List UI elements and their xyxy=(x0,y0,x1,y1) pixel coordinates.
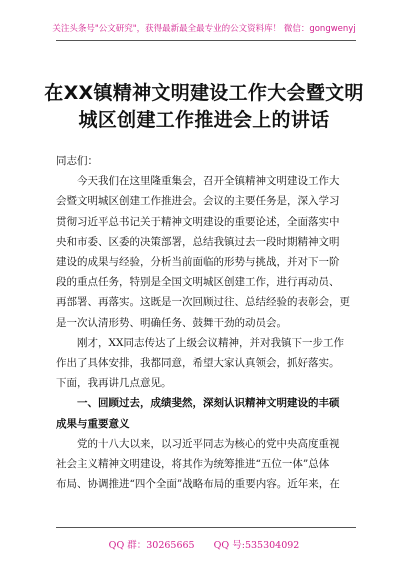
qq-group-label: QQ 群：30265665 xyxy=(108,540,195,551)
text-line: 党的十八大以来，以习近平同志为核心的党中央高度重视 xyxy=(77,437,340,450)
page-footer xyxy=(0,537,408,551)
text-line: 社会主义精神文明建设，将其作为统筹推进“五位一体”总体 xyxy=(56,458,330,471)
salutation: 同志们： xyxy=(56,155,98,167)
document-body xyxy=(56,151,356,494)
paragraph-section-1 xyxy=(56,434,356,495)
text-line: 会暨文明城区创建工作推进会。会议的主要任务是，深入学习 xyxy=(56,195,340,208)
text-line: 布局、协调推进“四个全面”战略布局的重要内容。近年来，在 xyxy=(56,478,340,491)
document-title xyxy=(44,80,364,134)
text-line: 今天我们在这里隆重集会，召开全镇精神文明建设工作大 xyxy=(77,175,340,188)
text-line: 是一次认清形势、明确任务、鼓舞干劲的动员会。 xyxy=(56,316,287,329)
text-line: 再部署、再落实。这既是一次回顾过往、总结经验的表彰会，更 xyxy=(56,296,350,309)
text-line: 贯彻习近平总书记关于精神文明建设的重要论述，全面落实中 xyxy=(56,215,340,228)
text-line: 作出了具体安排，我都同意，希望大家认真领会，抓好落实。 xyxy=(56,357,340,370)
text-line: 央和市委、区委的决策部署，总结我镇过去一段时期精神文明 xyxy=(56,235,340,248)
header-divider xyxy=(56,40,356,41)
heading-line: 一、回顾过去，成绩斐然，深刻认识精神文明建设的丰硕 xyxy=(77,397,340,410)
section-heading-1 xyxy=(56,393,356,433)
title-line: 在XX镇精神文明建设工作大会暨文明 xyxy=(44,82,364,104)
text-line: 刚才，XX同志传达了上级会议精神，并对我镇下一步工作 xyxy=(77,336,344,349)
text-line: 建设的成果与经验，分析当前面临的形势与挑战，并对下一阶 xyxy=(56,256,340,269)
paragraph-opening xyxy=(56,171,356,333)
heading-line: 成果与重要意义 xyxy=(56,417,130,430)
page-header-note: 关注头条号"公文研究"，获得最新最全最专业的公文资料库！ 微信：gongwenyj xyxy=(52,24,356,34)
footer-divider xyxy=(56,527,356,528)
paragraph-transition xyxy=(56,333,356,394)
qq-number-label: QQ 号:535304092 xyxy=(213,540,300,551)
title-line: 城区创建工作推进会上的讲话 xyxy=(78,109,330,131)
text-line: 下面，我再讲几点意见。 xyxy=(56,377,172,390)
text-line: 段的重点任务，特别是全国文明城区创建工作，进行再动员、 xyxy=(56,276,340,289)
